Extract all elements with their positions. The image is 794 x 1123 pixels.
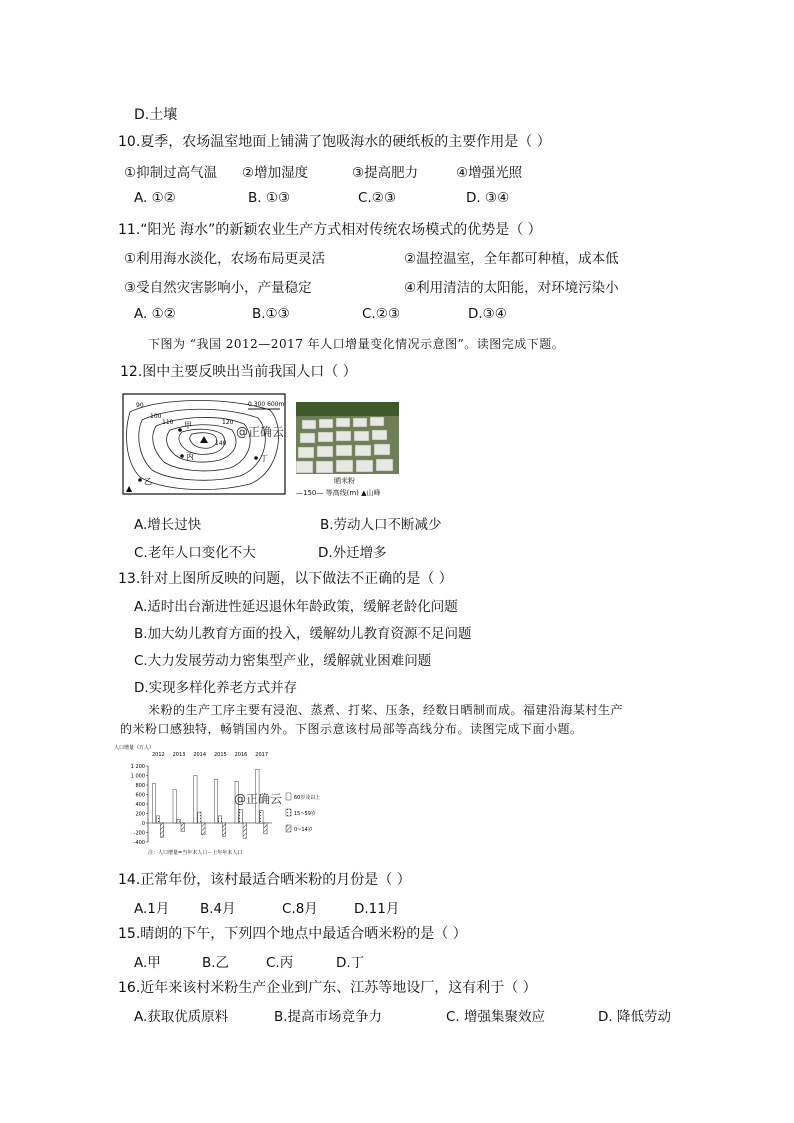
q11-option-a[interactable]: A. ①②	[134, 306, 176, 322]
q11-option-b[interactable]: B.①③	[252, 306, 290, 322]
contour-label: 110	[162, 419, 174, 426]
y-tick-label: 0	[141, 821, 145, 827]
bar-2017-1	[260, 811, 263, 823]
bar-2016-1	[239, 809, 242, 823]
bar-2016-2	[243, 823, 246, 838]
y-tick-label: 600	[135, 792, 145, 799]
q14-option-c[interactable]: C.8月	[282, 901, 318, 917]
q10-item-2: ②增加湿度	[242, 165, 309, 181]
bar-2012-0	[152, 784, 155, 823]
q11-stem: 11.“阳光 海水”的新颖农业生产方式相对传统农场模式的优势是（ ）	[118, 222, 542, 238]
x-tick-label: 2017	[255, 752, 269, 758]
rice-noodle-photo	[296, 402, 399, 474]
q10-item-4: ④增强光照	[456, 165, 523, 181]
bar-2013-0	[173, 790, 176, 823]
q16-option-d[interactable]: D. 降低劳动	[598, 1009, 671, 1025]
q14-option-a[interactable]: A.1月	[134, 901, 170, 917]
y-tick-label: -400	[133, 840, 145, 846]
contour-label: 140	[215, 440, 227, 447]
q16-option-a[interactable]: A.获取优质原料	[134, 1009, 229, 1025]
q11-option-d[interactable]: D.③④	[468, 306, 507, 322]
y-tick-label: 1 000	[130, 773, 145, 780]
map-label-bing: 丙	[186, 452, 194, 461]
bar-2015-0	[214, 779, 217, 823]
map-label-ding: 丁	[260, 454, 268, 463]
q13-option-d[interactable]: D.实现多样化养老方式并存	[134, 680, 298, 696]
q10-option-d[interactable]: D. ③④	[466, 190, 510, 206]
q11-item-1: ①利用海水淡化，农场布局更灵活	[124, 251, 326, 267]
q15-option-c[interactable]: C.丙	[266, 955, 294, 971]
bar-2014-2	[202, 823, 205, 835]
bar-2017-2	[264, 823, 267, 834]
y-tick-label: 1 200	[130, 764, 145, 770]
map-label-jia: 甲	[184, 421, 192, 430]
legend-swatch	[286, 809, 291, 816]
q9-option-d: D.土壤	[134, 107, 178, 123]
x-tick-label: 2016	[234, 752, 248, 758]
legend-swatch	[286, 825, 291, 832]
q16-stem: 16.近年来该村米粉生产企业到广东、江苏等地设厂，这有利于（ ）	[118, 980, 537, 996]
q11-option-c[interactable]: C.②③	[362, 306, 400, 322]
legend-label: 15~59岁	[294, 811, 316, 817]
q15-stem: 15.晴朗的下午，下列四个地点中最适合晒米粉的是（ ）	[118, 926, 467, 942]
legend-label: 0~14岁	[294, 827, 313, 833]
q16-option-c[interactable]: C. 增强集聚效应	[446, 1009, 546, 1025]
chart-note: 注：人口增量=当年末人口－上年年末人口	[148, 850, 243, 856]
photo-caption: 晒米粉	[334, 477, 355, 485]
q11-item-3: ③受自然灾害影响小，产量稳定	[124, 280, 312, 296]
intro-rice-noodle-1: 米粉的生产工序主要有浸泡、蒸煮、打桨、压条，经数日晒制而成。福建沿海某村生产	[148, 703, 624, 717]
intro-rice-noodle-2: 的米粉口感独特，畅销国内外。下图示意该村局部等高线分布。读图完成下面小题。	[120, 722, 583, 736]
q13-option-c[interactable]: C.大力发展劳动力密集型产业，缓解就业困难问题	[134, 653, 432, 669]
population-increment-chart	[112, 742, 330, 860]
x-tick-label: 2015	[213, 752, 227, 758]
q16-option-b[interactable]: B.提高市场竞争力	[274, 1009, 383, 1025]
q15-option-a[interactable]: A.甲	[134, 955, 161, 971]
bar-2013-1	[177, 819, 180, 823]
q12-option-b[interactable]: B.劳动人口不断减少	[320, 517, 442, 533]
q10-stem: 10.夏季，农场温室地面上铺满了饱吸海水的硬纸板的主要作用是（ ）	[118, 134, 551, 150]
north-arrow-icon: ▲	[126, 484, 133, 493]
q14-option-b[interactable]: B.4月	[200, 901, 236, 917]
map-label-yi: 乙	[144, 477, 152, 486]
watermark: @正确云	[236, 425, 285, 439]
q11-item-4: ④利用清洁的太阳能，对环境污染小	[404, 280, 619, 296]
bar-2012-2	[160, 823, 163, 837]
watermark: @正确云	[234, 792, 283, 806]
q10-option-a[interactable]: A. ①②	[134, 190, 176, 206]
bar-2014-1	[198, 812, 201, 823]
intro-population-chart: 下图为 “我国 2012—2017 年人口增量变化情况示意图”。读图完成下题。	[148, 337, 565, 351]
scale-bar-label: 0 300 600m	[248, 401, 285, 408]
bar-2015-2	[222, 823, 225, 836]
y-tick-label: 200	[135, 811, 145, 818]
q12-option-a[interactable]: A.增长过快	[134, 517, 202, 533]
q13-option-b[interactable]: B.加大幼儿教育方面的投入，缓解幼儿教育资源不足问题	[134, 626, 472, 642]
x-tick-label: 2013	[172, 752, 186, 758]
contour-label: 100	[150, 413, 162, 420]
bar-2015-1	[218, 816, 221, 823]
q13-stem: 13.针对上图所反映的问题，以下做法不正确的是（ ）	[118, 571, 453, 587]
legend-swatch	[286, 793, 291, 800]
y-tick-label: 400	[135, 802, 145, 808]
y-tick-label: 800	[135, 783, 145, 789]
y-tick-label: -200	[133, 830, 145, 837]
q12-option-c[interactable]: C.老年人口变化不大	[134, 545, 256, 561]
q15-option-b[interactable]: B.乙	[202, 955, 230, 971]
y-axis-label: 人口增量（万人）	[114, 745, 155, 751]
contour-map	[120, 392, 288, 496]
q11-item-2: ②温控温室，全年都可种植，成本低	[404, 251, 619, 267]
q12-option-d[interactable]: D.外迁增多	[318, 545, 387, 561]
bar-2014-0	[194, 776, 197, 824]
legend-label: 60岁及以上	[294, 795, 321, 801]
q10-item-1: ①抑制过高气温	[124, 165, 218, 181]
q10-option-b[interactable]: B. ①③	[248, 190, 291, 206]
q12-stem: 12.图中主要反映出当前我国人口（ ）	[120, 364, 357, 380]
bar-2012-1	[156, 816, 159, 823]
bar-2013-2	[181, 823, 184, 832]
q10-option-c[interactable]: C.②③	[358, 190, 396, 206]
q14-option-d[interactable]: D.11月	[354, 901, 400, 917]
contour-label: 120	[222, 419, 234, 426]
map-legend: —150— 等高线(m) ▲山峰	[296, 489, 381, 497]
x-tick-label: 2012	[151, 752, 165, 758]
x-tick-label: 2014	[193, 752, 207, 758]
q14-stem: 14.正常年份，该村最适合晒米粉的月份是（ ）	[118, 872, 411, 888]
q13-option-a[interactable]: A.适时出台渐进性延迟退休年龄政策，缓解老龄化问题	[134, 599, 458, 615]
q10-item-3: ③提高肥力	[352, 165, 419, 181]
q15-option-d[interactable]: D.丁	[336, 955, 365, 971]
contour-label: 90	[136, 402, 144, 409]
